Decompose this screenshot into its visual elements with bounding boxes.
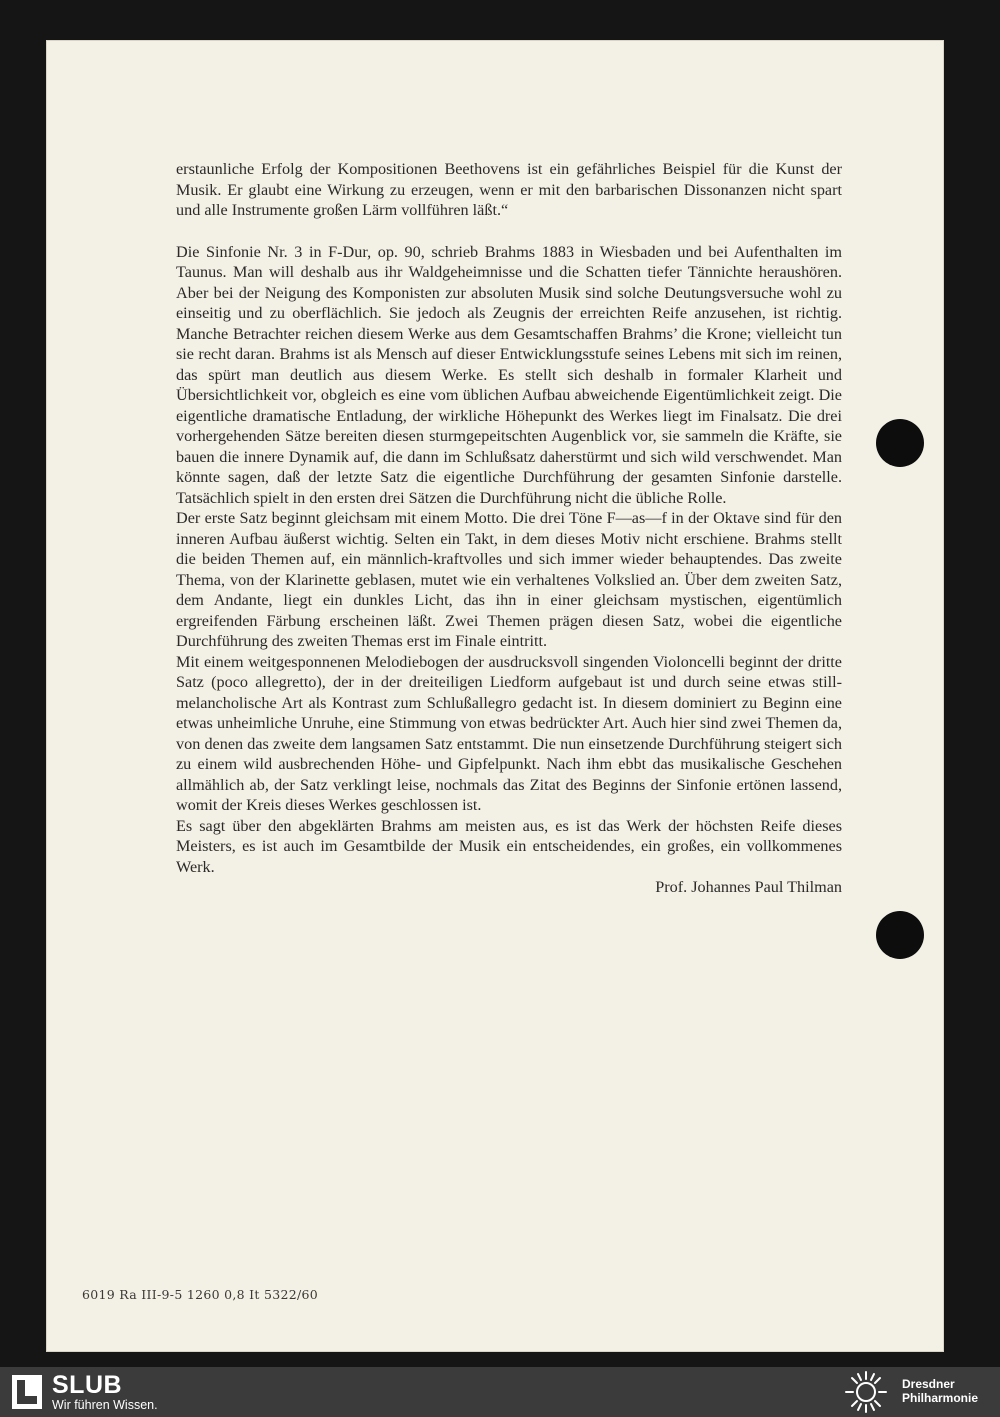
philharmonie-logo-icon[interactable] <box>842 1370 890 1414</box>
print-code: 6019 Ra III-9-5 1260 0,8 It 5322/60 <box>82 1287 319 1302</box>
paragraph-symphony-intro: Die Sinfonie Nr. 3 in F-Dur, op. 90, schrieb Brahms 1883 in Wiesbaden und bei Aufenthalten im Taunus. Man will deshalb aus ihr Waldgeheimnisse und die Schatten tiefer Tännichte heraushören. Aber bei der Neigung des Komponisten zur absoluten Musik sind solche Deutungsversuche wohl zu einseitig und zu oberflächlich. Sie jedoch als Zeugnis der erreichten Reife anzusehen, ist richtig. Manche Betrachter reichen diesem Werke aus dem Gesamtschaffen Brahms’ die Krone; vielleicht tun sie recht daran. Brahms ist als Mensch auf dieser Entwicklungsstufe seines Lebens mit sich im reinen, das spürt man deutlich aus diesem Werke. Es stellt sich deshalb in formaler Klarheit und Übersichtlichkeit vor, obgleich es eine vom üblichen Aufbau abweichende Eigentümlichkeit zeigt. Die eigentliche dramatische Entladung, der wirkliche Höhepunkt des Werkes liegt im Finalsatz. Die drei vorhergehenden Sätze bereiten diesen sturmgepeitschten Augenblick vor, sie sammeln die Kräfte, sie bauen die innere Dynamik auf, die dann im Schlußsatz daherstürmt und sich wild verschwendet. Man könnte sagen, daß der letzte Satz die eigentliche Durchführung der gesamten Sinfonie darstelle. Tatsächlich spielt in den ersten drei Sätzen die Durchführung nicht die übliche Rolle. <box>176 242 842 507</box>
author-signature: Prof. Johannes Paul Thilman <box>655 878 842 896</box>
partner-name-line2: Philharmonie <box>902 1391 979 1405</box>
paragraph-third-movement: Mit einem weitgesponnenen Melodiebogen der ausdrucksvoll singenden Violoncelli beginnt der dritte Satz (poco allegretto), der in der dreiteiligen Liedform aufgebaut ist und durch seine etwas still-melancholische Art als Kontrast zum Schlußallegro gedacht ist. In diesem dominiert zu Beginn eine etwas unheimliche Unruhe, eine Stimmung von etwas bedrückter Art. Auch hier sind zwei Themen da, von denen das zweite dem langsamen Satz entstammt. Die nun einsetzende Durchführung steigert sich zu einem wild ausbrechenden Höhe- und Gipfelpunkt. Nach ihm ebbt das musikalische Geschehen allmählich ab, der Satz verklingt leise, nochmals das Zitat des Beginns der Sinfonie ertönen lassend, womit der Kreis dieses Werkes geschlossen ist. <box>176 652 842 814</box>
paragraph-quote-end: erstaunliche Erfolg der Kompositionen Beethovens ist ein gefährliches Beispiel für die Kunst der Musik. Er glaubt eine Wirkung zu erzeugen, wenn er mit den barbarischen Dissonanzen nicht spart und alle Instrumente großen Lärm vollführen läßt.“ <box>176 160 842 219</box>
slub-logo-icon[interactable] <box>12 1375 42 1409</box>
library-footer-bar <box>0 1367 1000 1417</box>
punch-hole <box>876 419 924 467</box>
document-body <box>176 159 842 898</box>
partner-name-line1: Dresdner <box>902 1377 955 1391</box>
paragraph-first-movement: Der erste Satz beginnt gleichsam mit einem Motto. Die drei Töne F—as—f in der Oktave sind für den inneren Aufbau äußerst wichtig. Selten ein Takt, in dem dieses Motiv nicht erschiene. Brahms stellt die beiden Themen auf, ein männlich-kraftvolles und sich immer wieder behauptendes. Das zweite Thema, von der Klarinette geblasen, mutet wie ein verhaltenes Volkslied an. Über dem zweiten Satz, dem Andante, liegt ein dunkles Licht, das ihn in einer gleichsam mystischen, eigentümlich ergreifenden Färbung erscheinen läßt. Zwei Themen prägen diesen Satz, wobei die eigentliche Durchführung des zweiten Themas erst im Finale eintritt. <box>176 509 842 650</box>
library-tagline: Wir führen Wissen. <box>52 1398 158 1412</box>
punch-hole <box>876 911 924 959</box>
partner-name[interactable] <box>902 1377 978 1405</box>
paragraph-conclusion: Es sagt über den abgeklärten Brahms am meisten aus, es ist das Werk der höchsten Reife dieses Meisters, es ist auch im Gesamtbilde der Musik ein entscheidendes, ein großes, ein vollkommenes Werk. <box>176 816 842 876</box>
library-name[interactable]: SLUB <box>52 1371 123 1399</box>
